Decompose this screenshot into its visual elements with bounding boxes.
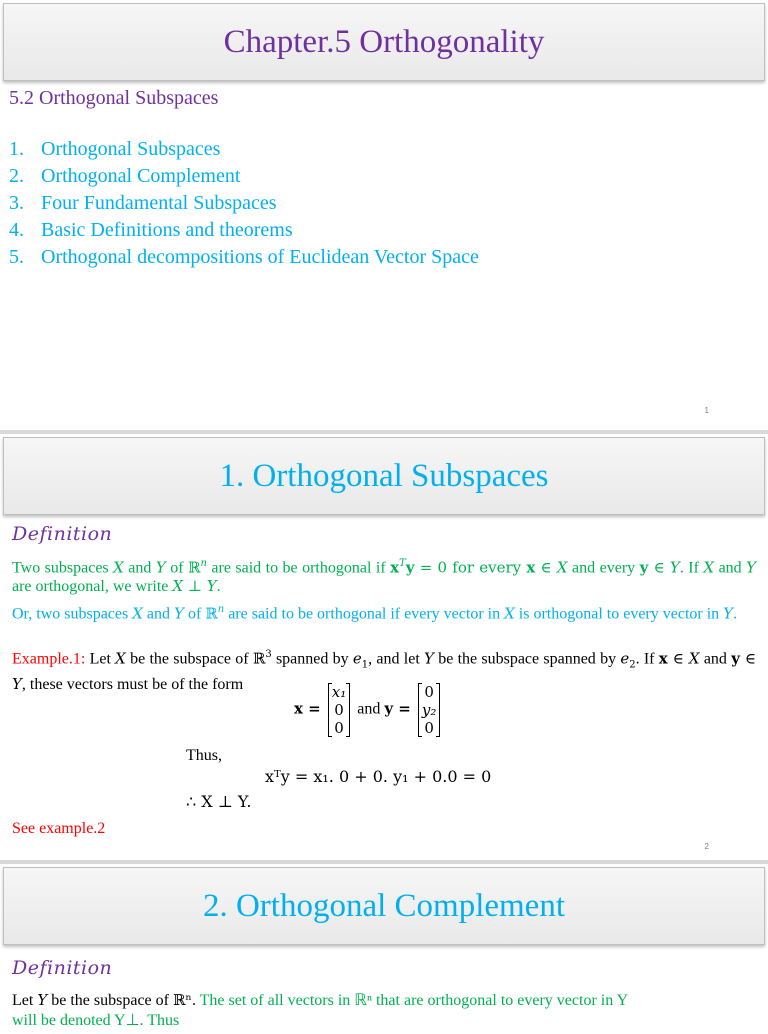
- page-number: 2: [704, 842, 709, 851]
- slide-1-title-bar: [3, 3, 765, 81]
- matrix-y: 0 y₂ 0: [418, 683, 441, 737]
- see-example-link: See example.2: [12, 820, 106, 837]
- definition-paragraph-1: Two subspaces X and Y of ℝ$^n$ are said to be orthogonal if $x^Ty = 0$ for every x ∈ X and every y ∈ Y. If X and Y are orthogonal, we write X ⊥ Y.: [12, 558, 757, 596]
- list-item: 3. Four Fundamental Subspaces: [9, 192, 277, 214]
- slide-1: [0, 0, 768, 430]
- slide-3-title-bar: [3, 867, 765, 945]
- conclusion: ∴ X ⊥ Y.: [186, 792, 252, 811]
- example-1-paragraph: Example.1: Let X be the subspace of ℝ$^3$ spanned by $e_1$, and let Y be the subspace spanned by $e_2$. If x ∈ X and y ∈ Y, these vectors must be of the form: [12, 649, 757, 693]
- slide-1-title: Chapter.5 Orthogonality: [223, 23, 545, 60]
- definition-paragraph-2: Or, two subspaces X and Y of ℝ$^n$ are said to be orthogonal if every vector in X is orthogonal to every vector in Y.: [12, 604, 738, 623]
- slide-2: [0, 434, 768, 860]
- thus-label: Thus,: [186, 747, 222, 764]
- list-item: 4. Basic Definitions and theorems: [9, 219, 293, 241]
- slide-3: [0, 864, 768, 1034]
- page-number: 1: [704, 406, 709, 415]
- slide-3-title: 2. Orthogonal Complement: [202, 887, 566, 924]
- contents-list: [9, 136, 479, 271]
- slide-2-title-bar: [3, 437, 765, 515]
- list-item: 2. Orthogonal Complement: [9, 165, 241, 187]
- section-heading: 5.2 Orthogonal Subspaces: [9, 87, 219, 109]
- definition-label: Definition: [12, 523, 113, 545]
- example-label: Example.1:: [12, 650, 86, 668]
- slide-2-title: 1. Orthogonal Subspaces: [219, 457, 549, 494]
- list-item: 5. Orthogonal decompositions of Euclidean Vector Space: [9, 246, 479, 268]
- vector-matrices: x = x₁ 0 0 and y = 0 y₂ 0: [294, 683, 443, 737]
- complement-definition-line-2: will be denoted Y⊥. Thus: [12, 1012, 180, 1029]
- list-item: 1. Orthogonal Subspaces: [9, 138, 221, 160]
- complement-definition-line-1: Let Y be the subspace of ℝⁿ. The set of all vectors in ℝⁿ that are orthogonal to every vector in Y: [12, 991, 629, 1009]
- definition-label: Definition: [12, 957, 113, 979]
- matrix-x: x₁ 0 0: [328, 683, 350, 737]
- dot-product-equation: xᵀy = x₁. 0 + 0. y₁ + 0.0 = 0: [265, 767, 492, 786]
